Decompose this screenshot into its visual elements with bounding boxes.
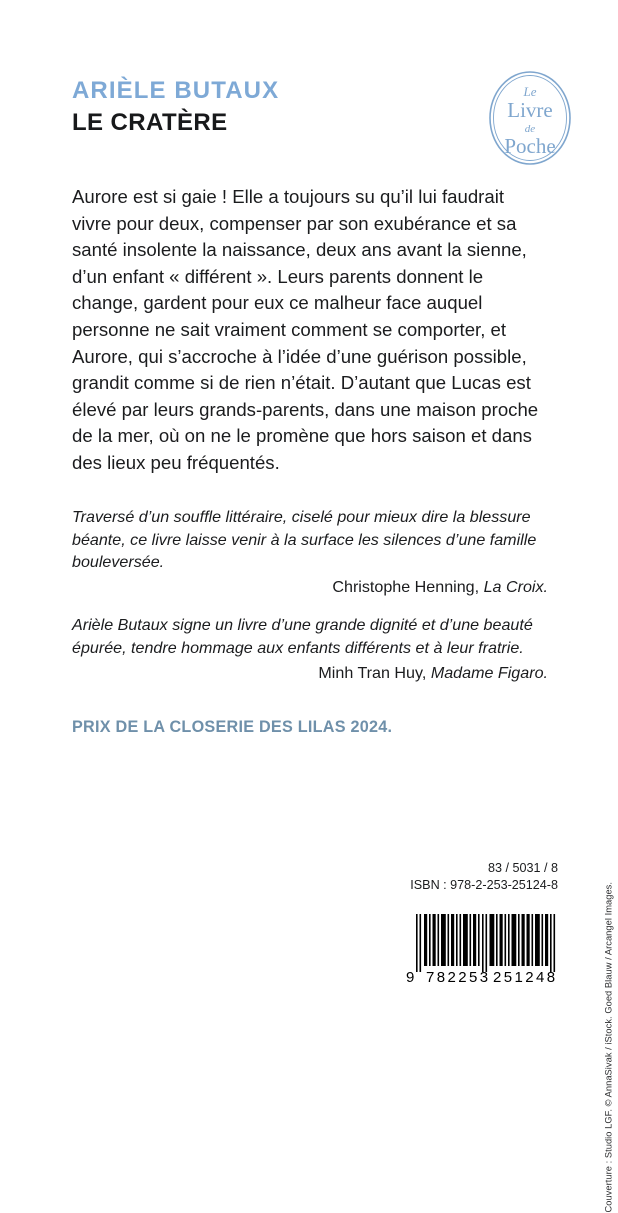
- press-quote: [72, 506, 548, 598]
- cover-credit: Couverture : Studio LGF. © AnnaSivak / iStock. Goed Blauw / Arcangel Images.: [604, 882, 614, 1213]
- barcode-digits-mid: 782253: [426, 969, 491, 986]
- logo-line-poche: Poche: [504, 134, 556, 158]
- quote-text: Arièle Butaux signe un livre d’une grande dignité et d’une beauté épurée, tendre hommage aux enfants différents et à leur fratrie.: [72, 616, 533, 657]
- quote-attribution: [72, 576, 548, 599]
- book-title: LE CRATÈRE: [72, 108, 228, 136]
- logo-line-de: de: [524, 123, 536, 135]
- quote-publication: La Croix.: [483, 577, 548, 596]
- code-block: [410, 860, 558, 894]
- quote-author: Christophe Henning,: [332, 577, 480, 596]
- reference-code: 83 / 5031 / 8: [487, 861, 558, 875]
- ean13-barcode: [398, 912, 574, 988]
- livre-de-poche-logo: [484, 68, 576, 172]
- barcode-digit-left: 9: [406, 969, 415, 986]
- logo-line-le: Le: [523, 84, 537, 99]
- logo-line-livre: Livre: [507, 98, 553, 122]
- author-name: ARIÈLE BUTAUX: [72, 77, 280, 104]
- blurb-text: Aurore est si gaie ! Elle a toujours su qu’il lui faudrait vivre pour deux, compenser par son exubérance et sa santé insolente la naissance, deux ans avant la sienne, d’un enfant « différent ». Leurs parents donnent le change, gardent pour eux ce malheur face auquel personne ne sait vraiment comment se comporter, et Aurore, qui s’accroche à l’idée d’une guérison possible, grandit comme si de rien n’était. D’autant que Lucas est élevé par leurs grands-parents, dans une maison proche de la mer, où on ne le promène que hors saison et dans des lieux peu fréquentés.: [72, 186, 539, 473]
- quote-publication: Madame Figaro.: [430, 663, 548, 682]
- barcode-digits-right: 251248: [493, 969, 558, 986]
- quote-attribution: [72, 662, 548, 685]
- quote-author: Minh Tran Huy,: [318, 663, 427, 682]
- press-quote: [72, 614, 548, 684]
- prize-label: PRIX DE LA CLOSERIE DES LILAS 2024.: [72, 718, 393, 736]
- quote-text: Traversé d’un souffle littéraire, ciselé pour mieux dire la blessure béante, ce livre laisse venir à la surface les silences d’une famille bouleversée.: [72, 508, 537, 572]
- isbn-code: ISBN : 978-2-253-25124-8: [410, 878, 558, 892]
- press-quotes: [72, 506, 548, 700]
